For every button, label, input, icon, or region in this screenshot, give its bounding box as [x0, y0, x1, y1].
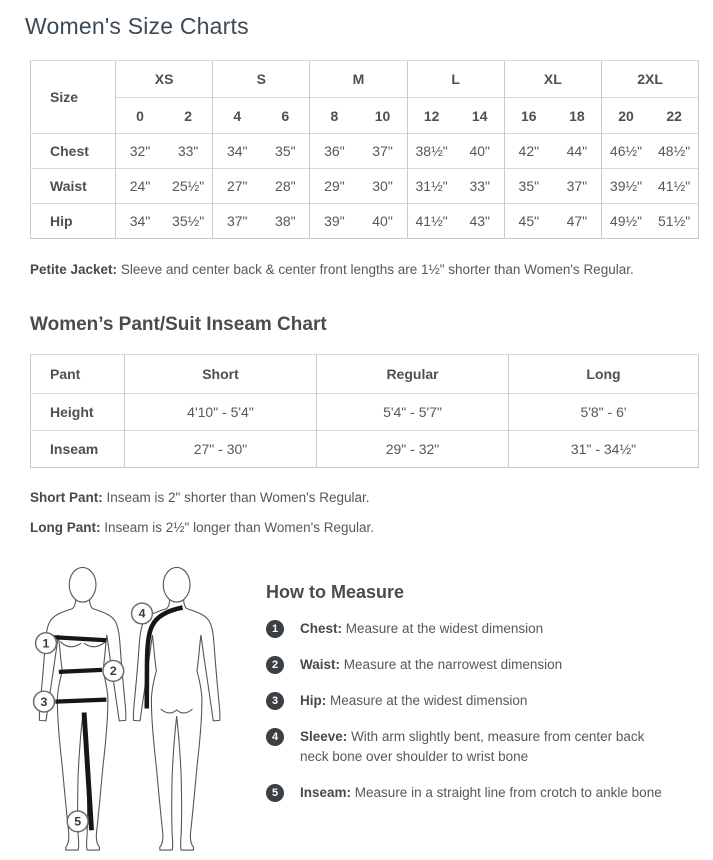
step-text: Measure at the narrowest dimension	[343, 657, 563, 672]
long-pant-note-text: Inseam is 2½" longer than Women's Regular.	[104, 520, 375, 535]
chest-value: 40"	[456, 134, 505, 169]
petite-jacket-note-text: Sleeve and center back & center front lengths are 1½" shorter than Women's Regular.	[120, 262, 634, 277]
svg-text:1: 1	[42, 636, 50, 651]
row-label-hip: Hip	[31, 204, 116, 239]
how-to-measure-section	[25, 561, 713, 858]
inseam-header-row	[31, 355, 699, 394]
hip-value: 41½"	[407, 204, 456, 239]
size-number: 6	[261, 98, 310, 134]
inseam-value: 29" - 32"	[317, 431, 509, 468]
size-number: 18	[553, 98, 602, 134]
inseam-chart-title: Women’s Pant/Suit Inseam Chart	[30, 314, 327, 335]
size-number: 8	[310, 98, 359, 134]
size-number: 12	[407, 98, 456, 134]
size-number: 22	[650, 98, 699, 134]
chest-value: 48½"	[650, 134, 699, 169]
row-label-inseam: Inseam	[31, 431, 125, 468]
inseam-col-pant: Pant	[31, 355, 125, 394]
step-text-line2: neck bone over shoulder to wrist bone	[300, 749, 529, 764]
row-label-chest: Chest	[31, 134, 116, 169]
chest-value: 44"	[553, 134, 602, 169]
size-chart-table	[30, 60, 699, 239]
waist-value: 28"	[261, 169, 310, 204]
waist-value: 29"	[310, 169, 359, 204]
size-number-row	[31, 98, 699, 134]
hip-value: 40"	[358, 204, 407, 239]
size-number: 4	[213, 98, 262, 134]
hip-value: 34"	[116, 204, 165, 239]
size-corner-label: Size	[31, 61, 116, 134]
diagram-badge-3	[34, 691, 55, 712]
waist-value: 39½"	[601, 169, 650, 204]
short-pant-note-text: Inseam is 2" shorter than Women's Regular.	[106, 490, 370, 505]
step-number-badge: 4	[266, 728, 284, 746]
chest-value: 46½"	[601, 134, 650, 169]
waist-value: 25½"	[164, 169, 213, 204]
size-number: 2	[164, 98, 213, 134]
chest-measure-line	[54, 637, 106, 640]
measure-step-waist	[266, 655, 668, 675]
size-group-l: L	[407, 61, 504, 98]
waist-measure-line	[59, 670, 102, 672]
chest-value: 33"	[164, 134, 213, 169]
step-text: With arm slightly bent, measure from center back	[351, 729, 645, 744]
hip-value: 35½"	[164, 204, 213, 239]
hip-value: 43"	[456, 204, 505, 239]
svg-text:4: 4	[138, 606, 146, 621]
inseam-value: 31" - 34½"	[509, 431, 699, 468]
height-row	[31, 394, 699, 431]
chest-value: 32"	[116, 134, 165, 169]
step-text: Measure at the widest dimension	[345, 621, 544, 636]
svg-text:3: 3	[40, 694, 48, 709]
short-pant-note-label: Short Pant:	[30, 490, 103, 505]
page-title: Women's Size Charts	[25, 13, 249, 39]
svg-text:5: 5	[74, 814, 82, 829]
waist-value: 37"	[553, 169, 602, 204]
waist-value: 30"	[358, 169, 407, 204]
hip-value: 37"	[213, 204, 262, 239]
row-label-height: Height	[31, 394, 125, 431]
step-text: Measure in a straight line from crotch to ankle bone	[354, 785, 662, 800]
waist-value: 33"	[456, 169, 505, 204]
step-label: Sleeve:	[300, 729, 348, 744]
step-label: Waist:	[300, 657, 340, 672]
waist-value: 24"	[116, 169, 165, 204]
long-pant-note	[30, 519, 713, 536]
short-pant-note	[30, 489, 713, 506]
body-measurement-diagram	[25, 561, 260, 858]
hip-value: 47"	[553, 204, 602, 239]
hip-value: 39"	[310, 204, 359, 239]
size-number: 14	[456, 98, 505, 134]
size-number: 10	[358, 98, 407, 134]
inseam-value: 27" - 30"	[125, 431, 317, 468]
inseam-chart-table	[30, 354, 699, 468]
size-number: 16	[504, 98, 553, 134]
chest-value: 38½"	[407, 134, 456, 169]
chest-value: 36"	[310, 134, 359, 169]
size-number: 0	[116, 98, 165, 134]
hip-value: 45"	[504, 204, 553, 239]
inseam-col-regular: Regular	[317, 355, 509, 394]
step-label: Chest:	[300, 621, 343, 636]
waist-value: 35"	[504, 169, 553, 204]
step-label: Inseam:	[300, 785, 352, 800]
step-number-badge: 2	[266, 656, 284, 674]
how-to-measure-title: How to Measure	[266, 582, 405, 602]
diagram-badge-4	[132, 603, 153, 624]
chest-row	[31, 134, 699, 169]
size-group-m: M	[310, 61, 407, 98]
measure-step-sleeve	[266, 727, 668, 767]
inseam-col-short: Short	[125, 355, 317, 394]
chest-value: 35"	[261, 134, 310, 169]
size-group-header-row	[31, 61, 699, 98]
inseam-row	[31, 431, 699, 468]
size-group-2xl: 2XL	[601, 61, 698, 98]
diagram-badge-1	[36, 633, 57, 654]
waist-row	[31, 169, 699, 204]
row-label-waist: Waist	[31, 169, 116, 204]
petite-jacket-note	[30, 261, 713, 278]
waist-value: 41½"	[650, 169, 699, 204]
size-group-xs: XS	[116, 61, 213, 98]
height-value: 5'4" - 5'7"	[317, 394, 509, 431]
size-group-s: S	[213, 61, 310, 98]
waist-value: 31½"	[407, 169, 456, 204]
step-number-badge: 1	[266, 620, 284, 638]
step-label: Hip:	[300, 693, 327, 708]
diagram-badge-5	[67, 811, 88, 832]
height-value: 5'8" - 6'	[509, 394, 699, 431]
svg-text:2: 2	[109, 664, 117, 679]
diagram-badge-2	[103, 660, 124, 681]
how-to-measure-panel	[266, 561, 668, 803]
step-number-badge: 5	[266, 784, 284, 802]
hip-value: 49½"	[601, 204, 650, 239]
size-number: 20	[601, 98, 650, 134]
hip-row	[31, 204, 699, 239]
waist-value: 27"	[213, 169, 262, 204]
hip-value: 51½"	[650, 204, 699, 239]
height-value: 4'10" - 5'4"	[125, 394, 317, 431]
inseam-col-long: Long	[509, 355, 699, 394]
chest-value: 37"	[358, 134, 407, 169]
step-number-badge: 3	[266, 692, 284, 710]
measure-step-inseam	[266, 783, 668, 803]
chest-value: 34"	[213, 134, 262, 169]
petite-jacket-note-label: Petite Jacket:	[30, 262, 118, 277]
hip-measure-line	[55, 700, 106, 702]
hip-value: 38"	[261, 204, 310, 239]
measure-step-chest	[266, 619, 668, 639]
long-pant-note-label: Long Pant:	[30, 520, 101, 535]
step-text: Measure at the widest dimension	[330, 693, 528, 708]
measure-step-hip	[266, 691, 668, 711]
size-group-xl: XL	[504, 61, 601, 98]
chest-value: 42"	[504, 134, 553, 169]
